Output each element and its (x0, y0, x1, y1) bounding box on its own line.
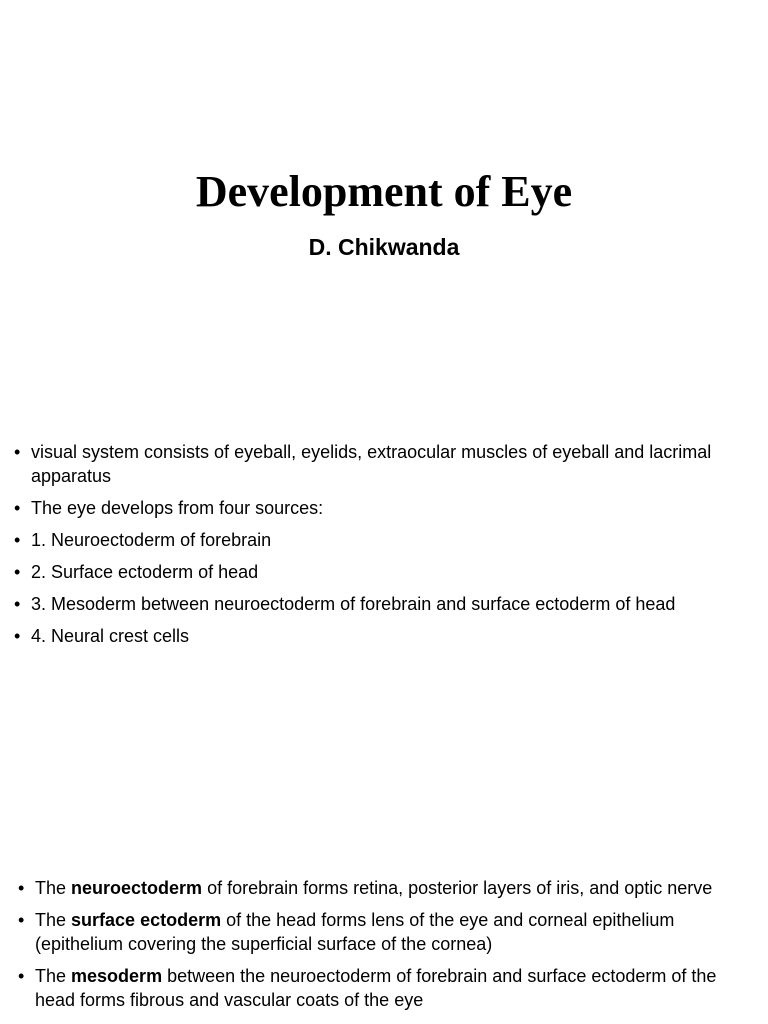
bullet-icon: • (18, 966, 25, 986)
sources-list (14, 440, 734, 656)
list-item (18, 964, 754, 1012)
list-item-text-pre: The (35, 878, 72, 898)
list-item-text: 1. Neuroectoderm of forebrain (31, 530, 272, 550)
derivatives-slide (0, 848, 768, 1024)
title-slide (0, 0, 768, 400)
bullet-icon: • (14, 594, 21, 614)
derivatives-list (18, 876, 754, 1020)
list-item-bold-term: neuroectoderm (71, 878, 203, 898)
list-item-bold-term: surface ectoderm (71, 910, 222, 930)
list-item-text: 2. Surface ectoderm of head (31, 562, 259, 582)
bullet-icon: • (18, 910, 25, 930)
bullet-icon: • (14, 442, 21, 462)
list-item-text: The eye develops from four sources: (31, 498, 324, 518)
bullet-icon: • (14, 530, 21, 550)
list-item-text-pre: The (35, 966, 72, 986)
author-name: D. Chikwanda (308, 234, 460, 260)
list-item-text: 4. Neural crest cells (31, 626, 190, 646)
slide-title: Development of Eye (195, 167, 573, 216)
list-item (14, 440, 734, 488)
list-item (14, 624, 734, 648)
list-item (14, 560, 734, 584)
list-item (18, 908, 754, 956)
bullet-icon: • (18, 878, 25, 898)
list-item-text-post: of the head forms lens of the eye and corneal epithelium (epithelium covering the superficial surface of the cornea) (35, 910, 675, 954)
list-item-text: visual system consists of eyeball, eyelids, extraocular muscles of eyeball and lacrimal apparatus (31, 442, 712, 486)
sources-slide (0, 400, 768, 848)
list-item (14, 592, 734, 616)
list-item (14, 528, 734, 552)
list-item-bold-term: mesoderm (71, 966, 163, 986)
bullet-icon: • (14, 562, 21, 582)
list-item-text-post: of forebrain forms retina, posterior layers of iris, and optic nerve (202, 878, 713, 898)
bullet-icon: • (14, 498, 21, 518)
list-item-text-pre: The (35, 910, 72, 930)
list-item-text: 3. Mesoderm between neuroectoderm of forebrain and surface ectoderm of head (31, 594, 676, 614)
list-item (18, 876, 754, 900)
bullet-icon: • (14, 626, 21, 646)
list-item-text-post: between the neuroectoderm of forebrain and surface ectoderm of the head forms fibrous and vascular coats of the eye (35, 966, 717, 1010)
list-item (14, 496, 734, 520)
